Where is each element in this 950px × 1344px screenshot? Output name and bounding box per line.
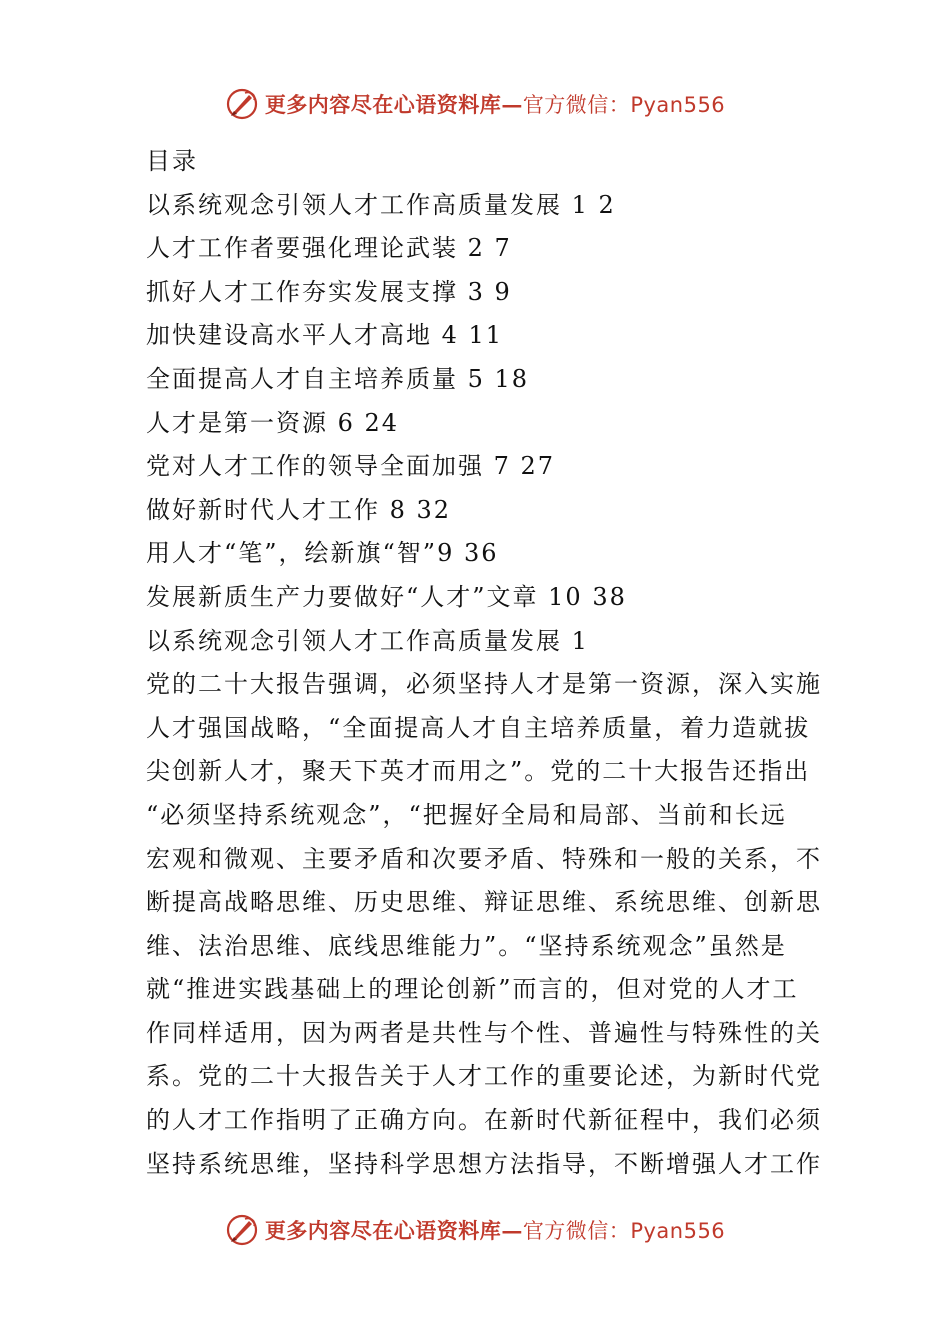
article-line: 作同样适用，因为两者是共性与个性、普遍性与特殊性的关	[146, 1018, 822, 1047]
toc-item: 人才是第一资源 6 24	[146, 408, 400, 437]
article-line: 党的二十大报告强调，必须坚持人才是第一资源，深入实施	[146, 670, 822, 699]
quill-pen-logo-icon	[225, 1213, 259, 1247]
toc-item: 发展新质生产力要做好“人才”文章 10 38	[146, 582, 627, 611]
article-line: 就“推进实践基础上的理论创新”而言的，但对党的人才工	[146, 975, 799, 1004]
toc-item: 用人才“笔”，绘新旗“智”9 36	[146, 539, 499, 568]
article-heading: 以系统观念引领人才工作高质量发展 1	[146, 626, 589, 655]
banner-dash: —	[501, 92, 523, 117]
banner-wechat-label: 官方微信：	[522, 1219, 631, 1243]
toc-item: 人才工作者要强化理论武装 2 7	[146, 234, 512, 263]
banner-text	[265, 1215, 725, 1245]
article-line: 维、法治思维、底线思维能力”。“坚持系统观念”虽然是	[146, 931, 787, 960]
toc-item: 抓好人才工作夯实发展支撑 3 9	[146, 277, 512, 306]
banner-text	[265, 89, 725, 119]
toc-item: 党对人才工作的领导全面加强 7 27	[146, 452, 556, 481]
article-line: “必须坚持系统观念”，“把握好全局和局部、当前和长远	[146, 800, 787, 829]
banner-brand: 更多内容尽在心语资料库	[264, 1218, 502, 1243]
banner-dash: —	[501, 1218, 523, 1243]
document-body	[146, 140, 822, 1186]
article-line: 系。党的二十大报告关于人才工作的重要论述，为新时代党	[146, 1062, 822, 1091]
banner-wechat-id: Pyan556	[630, 1219, 726, 1243]
toc-item: 做好新时代人才工作 8 32	[146, 495, 452, 524]
header-banner	[0, 82, 950, 126]
toc-item: 加快建设高水平人才高地 4 11	[146, 321, 504, 350]
article-line: 断提高战略思维、历史思维、辩证思维、系统思维、创新思	[146, 888, 822, 917]
article-line: 尖创新人才，聚天下英才而用之”。党的二十大报告还指出	[146, 757, 811, 786]
article-line: 坚持系统思维，坚持科学思想方法指导，不断增强人才工作	[146, 1149, 822, 1178]
banner-wechat-id: Pyan556	[630, 93, 726, 117]
toc-item: 全面提高人才自主培养质量 5 18	[146, 364, 530, 393]
toc-list	[146, 184, 810, 620]
article-line: 人才强国战略，“全面提高人才自主培养质量，着力造就拔	[146, 713, 811, 742]
article-line: 的人才工作指明了正确方向。在新时代新征程中，我们必须	[146, 1106, 822, 1135]
banner-wechat-label: 官方微信：	[522, 93, 631, 117]
quill-pen-logo-icon	[225, 87, 259, 121]
footer-banner	[0, 1208, 950, 1252]
toc-item: 以系统观念引领人才工作高质量发展 1 2	[146, 190, 616, 219]
article-body	[146, 663, 822, 1186]
banner-brand: 更多内容尽在心语资料库	[264, 92, 502, 117]
toc-title: 目录	[146, 147, 198, 175]
article-line: 宏观和微观、主要矛盾和次要矛盾、特殊和一般的关系，不	[146, 844, 822, 873]
